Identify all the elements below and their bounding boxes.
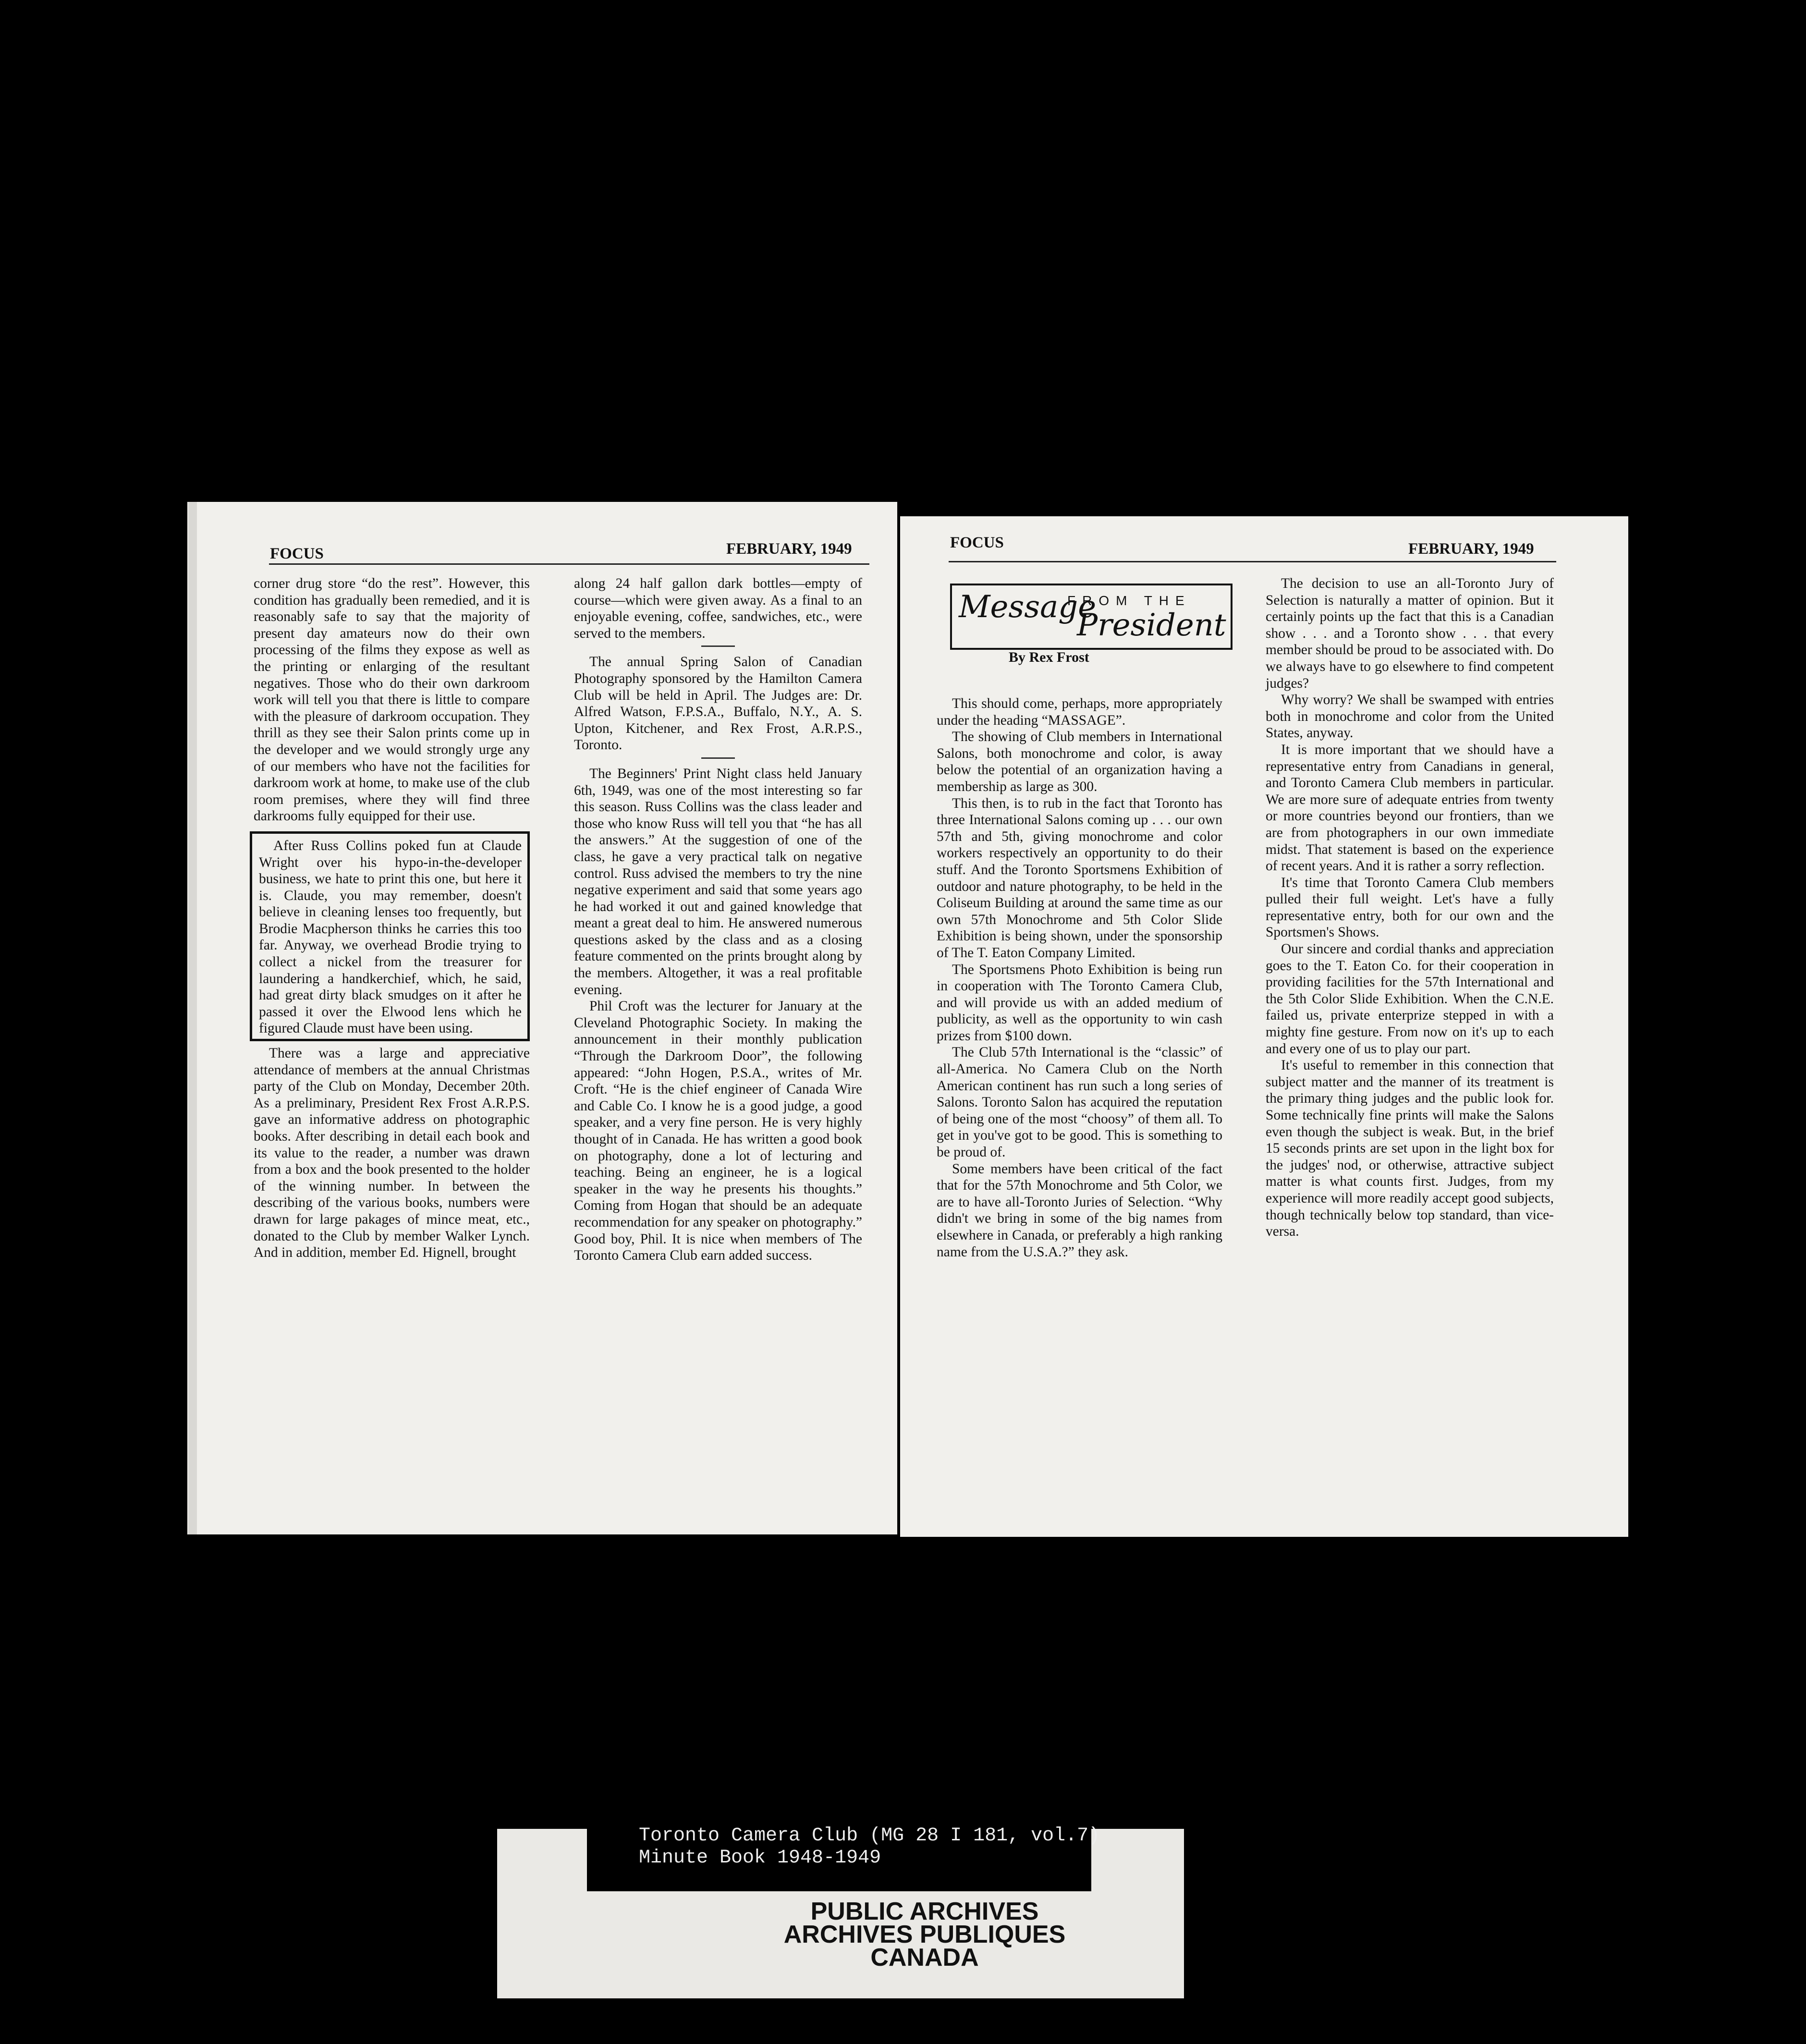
president-p1: This should come, perhaps, more appropriately under the heading “MASSAGE”. xyxy=(937,696,1222,728)
message-from-president-heading xyxy=(950,584,1232,650)
left-header-date: FEBRUARY, 1949 xyxy=(726,540,852,558)
heading-president-word: President xyxy=(1077,608,1226,643)
article-party-continued: along 24 half gallon dark bottles—empty of course—which were given away. As a final to an enjoyable evening, coffee, sandwiches, etc., were served to the members. xyxy=(574,576,862,641)
right-header-title: FOCUS xyxy=(950,534,1004,551)
article-christmas-party: There was a large and appreciative attendance of members at the annual Christmas party of the Club on Monday, December 20th. As a preliminary, President Rex Frost A.R.P.S. gave an informative address on photographic books. After describing in detail each book and its value to the reader, a number was drawn from a box and the book presented to the holder of the winning number. In between the describing of the various books, numbers were drawn for large pakages of mince meat, etc., donated to the Club by member Walker Lynch. And in addition, member Ed. Hignell, brought xyxy=(254,1046,530,1261)
archive-stamp-line-1: PUBLIC ARCHIVES xyxy=(810,1898,1039,1925)
anecdote-text: After Russ Collins poked fun at Claude Wright over his hypo-in-the-developer business, we hate to print this one, but here it is. Claude, you may remember, doesn't believe in cleaning lenses too frequently, but Brodie Macpherson thinks he carries this too far. Anyway, we overhead Brodie trying to collect a nickel from the treasurer for laundering a handkerchief, which, he said, had great dirty black smudges on it after he passed it over the Elwood lens which he figured Claude must have been using. xyxy=(259,838,522,1036)
president-p12: It's useful to remember in this connection that subject matter and the manner of its treatment is the primary thing judges and the public look for. Some technically fine prints will make the Salons even though the subject is weak. But, in the brief 15 seconds prints are set upon in the light box for the judges' nod, or otherwise, attractive subject matter is what counts first. Judges, from my experience will more readily accept good subjects, though technically below top standard, than vice-versa. xyxy=(1266,1058,1554,1240)
right-column-2 xyxy=(1266,575,1554,1240)
article-phil-croft: Phil Croft was the lecturer for January at the Cleveland Photographic Society. In making the announcement in their monthly publication “Through the Darkroom Door”, the following appeared: “John Hogen, P.S.A., writes of Mr. Croft. “He is the chief engineer of Canada Wire and Cable Co. I know he is a good judge, a good speaker, and a very fine person. He is very highly thought of in Canada. He has written a good book on photography, done a lot of lecturing and teaching. Being an engineer, he is a logical speaker in the way he presents his thoughts.” Coming from Hogan that should be an adequate recommendation for any speaker on photography.” Good boy, Phil. It is nice when members of The Toronto Camera Club earn added success. xyxy=(574,998,862,1264)
left-header-rule xyxy=(269,563,869,565)
heading-from-the: FROM THE xyxy=(1067,593,1191,608)
president-p5: The Club 57th International is the “classic” of all-America. No Camera Club on the North American continent has run such a long series of Salons. Toronto Salon has acquired the reputation of being one of the most “choosy” of them all. To get in you've got to be good. This is something to be proud of. xyxy=(937,1045,1222,1160)
archive-minute-book-line: Minute Book 1948-1949 xyxy=(639,1847,881,1869)
byline: By Rex Frost xyxy=(1009,649,1089,665)
president-p10: It's time that Toronto Camera Club members pulled their full weight. Let's have a fully representative entry, both for our own and the Sportsmen's Shows. xyxy=(1266,875,1554,940)
article-beginners-print-night: The Beginners' Print Night class held January 6th, 1949, was one of the most interesting so far this season. Russ Collins was the class leader and those who know Russ will tell you that “he has all the answers.” At the suggestion of one of the class, he gave a very practical talk on negative control. Russ advised the members to try the nine negative experiment and said that some years ago he had worked it out and gained knowledge that meant a great deal to him. He answered numerous questions asked by the class and as a closing feature commented on the prints brought along by the members. Altogether, it was a real profitable evening. xyxy=(574,766,862,998)
heading-message-word: Message xyxy=(959,589,1097,625)
president-p9: It is more important that we should have a representative entry from Canadians in general, and Toronto Camera Club members in particular. We are more sure of adequate entries from twenty or more countries beyond our frontiers, than we are from photographers in our own immediate midst. That statement is based on the experience of recent years. And it is rather a sorry reflection. xyxy=(1266,742,1554,874)
separator-rule xyxy=(701,645,735,647)
left-column-1 xyxy=(254,575,530,1261)
boxed-anecdote xyxy=(250,831,530,1041)
left-column-2 xyxy=(574,575,862,1264)
right-header-rule xyxy=(949,561,1556,562)
article-darkroom: corner drug store “do the rest”. However, this condition has gradually been remedied, and it is reasonably safe to say that the majority of present day amateurs now do their own processing of the films they expose as well as the printing or enlarging of the resultant negatives. Those who do their own darkroom work will tell you that there is little to compare with the pleasure of darkroom occupation. They thrill as they see their Salon prints come up in the developer and we would strongly urge any of our members who have not the facilities for darkroom work at home, to make use of the club room premises, where they will find three darkrooms fully equipped for their use. xyxy=(254,576,530,824)
president-p8: Why worry? We shall be swamped with entries both in monochrome and color from the United States, anyway. xyxy=(1266,692,1554,741)
president-p11: Our sincere and cordial thanks and appreciation goes to the T. Eaton Co. for their cooperation in providing facilities for the 57th International and the 5th Color Slide Exhibition. When the C.N.E. failed us, private enterprize stepped in with a mighty fine gesture. From now on it's up to each and every one of us to play our part. xyxy=(1266,941,1554,1057)
president-p7: The decision to use an all-Toronto Jury of Selection is naturally a matter of opinion. But it certainly points up the fact that this is a Canadian show . . . and a Toronto show . . . that every member should be proud to be associated with. Do we always have to go elsewhere to find competent judges? xyxy=(1266,576,1554,691)
separator-rule xyxy=(701,757,735,759)
article-spring-salon: The annual Spring Salon of Canadian Photography sponsored by the Hamilton Camera Club will be held in April. The Judges are: Dr. Alfred Watson, F.P.S.A., Buffalo, N.Y., A. S. Upton, Kitchener, and Rex Frost, A.R.P.S., Toronto. xyxy=(574,654,862,753)
page-edge-shadow xyxy=(188,502,197,1534)
archive-collection-line: Toronto Camera Club (MG 28 I 181, vol.7) xyxy=(639,1825,1100,1847)
president-p3: This then, is to rub in the fact that Toronto has three International Salons coming up . . . our own 57th and 5th, giving monochrome and color workers respectively an opportunity to do their stuff. And the Toronto Sportsmens Exhibition of outdoor and nature photography, to be held in the Coliseum Building at around the same time as our own 57th Monochrome and 5th Color Slide Exhibition is being shown, under the sponsorship of The T. Eaton Company Limited. xyxy=(937,795,1222,961)
right-header-date: FEBRUARY, 1949 xyxy=(1408,540,1534,558)
president-p6: Some members have been critical of the fact that for the 57th Monochrome and 5th Color, we are to have all-Toronto Juries of Selection. “Why didn't we bring in some of the big names from elsewhere in Canada, or preferably a high ranking name from the U.S.A.?” they ask. xyxy=(937,1161,1222,1260)
page-gutter xyxy=(897,502,900,1537)
right-column-1 xyxy=(937,695,1222,1260)
archive-stamp-line-2: ARCHIVES PUBLIQUES xyxy=(783,1921,1066,1948)
left-header-title: FOCUS xyxy=(270,545,324,562)
president-p4: The Sportsmens Photo Exhibition is being run in cooperation with The Toronto Camera Club, and will provide us with an added medium of publicity, as well as the opportunity to win cash prizes from $100 down. xyxy=(937,961,1222,1044)
archive-stamp-line-3: CANADA xyxy=(870,1944,979,1971)
president-p2: The showing of Club members in International Salons, both monochrome and color, is away below the potential of an organization having a membership as large as 300. xyxy=(937,729,1222,794)
